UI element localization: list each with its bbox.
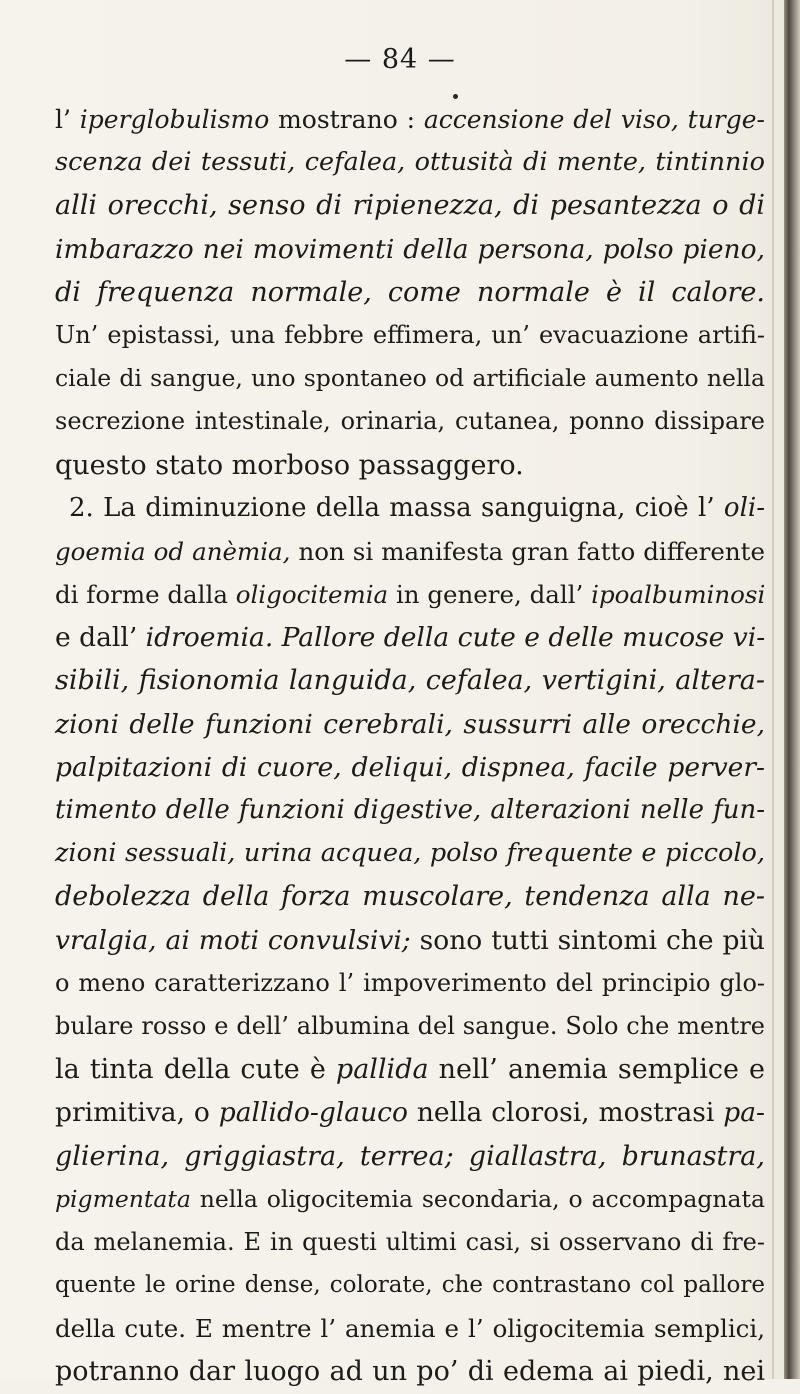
text-line	[55, 1135, 765, 1178]
text-line	[55, 1264, 765, 1307]
italic-text: oli-	[723, 492, 765, 523]
italic-text: accensione del viso, turge-	[423, 105, 766, 134]
italic-text: scenza dei tessuti, cefalea, ottusità di mente, tintinnio	[55, 147, 765, 178]
text-line	[55, 98, 765, 141]
roman-text: nella clorosi, mostrasi	[407, 1097, 724, 1129]
text-line	[55, 573, 765, 616]
roman-text: in genere, dall’	[388, 580, 592, 610]
roman-text: e dall’	[55, 622, 146, 654]
book-binding-edge	[784, 0, 800, 1379]
text-line	[55, 184, 765, 227]
italic-text: ipoalbuminosi	[591, 580, 766, 610]
italic-text: pigmentata	[55, 1184, 191, 1213]
roman-text: questo stato morboso passaggero.	[55, 449, 524, 481]
text-line	[55, 400, 765, 443]
text-line	[55, 832, 765, 875]
italic-text: debolezza della forza muscolare, tendenza alla ne-	[55, 881, 765, 913]
italic-text: goemia od anèmia,	[55, 536, 291, 566]
italic-text: iperglobulismo	[79, 105, 270, 134]
text-line	[55, 1307, 765, 1350]
roman-text: da melanemia. E in questi ultimi casi, si osservano di fre-	[55, 1227, 765, 1256]
italic-text: sibili, fisionomia languida, cefalea, vertigini, altera-	[55, 665, 765, 697]
italic-text: zioni sessuali, urina acquea, polso frequente e piccolo,	[55, 838, 765, 869]
text-line	[55, 141, 765, 184]
roman-text: nell’ anemia semplice e	[428, 1054, 765, 1086]
italic-text: alli orecchi, senso di ripienezza, di pesantezza o di	[55, 190, 765, 222]
text-line	[55, 703, 765, 746]
italic-text: idroemia. Pallore della cute e delle mucose vi-	[145, 622, 766, 654]
italic-text: pallido-glauco	[218, 1097, 408, 1129]
text-line	[55, 1048, 765, 1091]
roman-text: non si manifesta gran fatto differente	[290, 536, 765, 566]
text-line	[55, 228, 765, 271]
text-line	[55, 919, 765, 962]
text-line	[55, 659, 765, 702]
italic-text: zioni delle funzioni cerebrali, sussurri alle orecchie,	[55, 708, 765, 740]
roman-text: di forme dalla	[55, 580, 236, 610]
italic-text: pa-	[723, 1097, 765, 1129]
roman-text: o meno caratterizzano l’ impoverimento del principio glo-	[55, 968, 765, 997]
italic-text: palpitazioni di cuore, deliqui, dispnea, facile perver-	[55, 751, 765, 783]
roman-text: la tinta della cute è	[55, 1054, 336, 1086]
text-line	[55, 1221, 765, 1264]
roman-text: della cute. E mentre l’ anemia e l’ oligocitemia semplici,	[55, 1314, 765, 1344]
text-line	[55, 444, 765, 487]
page-shadow-line	[772, 0, 774, 1379]
roman-text: nella oligocitemia secondaria, o accompagnata	[190, 1184, 765, 1213]
italic-text: oligocitemia	[235, 580, 389, 610]
text-line	[55, 314, 765, 357]
text-line	[55, 271, 765, 314]
roman-text: 2. La diminuzione della massa sanguigna, cioè l’	[69, 492, 724, 523]
text-line	[55, 1178, 765, 1221]
roman-text: primitiva, o	[55, 1097, 219, 1129]
roman-text: l’	[55, 105, 80, 134]
roman-text: bulare rosso e dell’ albumina del sangue. Solo che mentre	[55, 1011, 765, 1040]
text-line	[55, 746, 765, 789]
text-line	[55, 530, 765, 573]
italic-text: imbarazzo nei movimenti della persona, polso pieno,	[55, 233, 765, 265]
text-line	[55, 789, 765, 832]
text-line	[55, 875, 765, 918]
body-text	[55, 98, 765, 1394]
text-line	[55, 487, 765, 530]
text-line	[55, 1350, 765, 1393]
roman-text: ciale di sangue, uno spontaneo od artificiale aumento nella	[55, 364, 765, 393]
roman-text: potranno dar luogo ad un po’ di edema ai piedi, nei	[55, 1356, 765, 1388]
italic-text: vralgia, ai moti convulsivi;	[55, 924, 411, 956]
roman-text: quente le orine dense, colorate, che contrastano col pallore	[55, 1272, 765, 1299]
roman-text: sono tutti sintomi che più	[410, 924, 765, 956]
roman-text: secrezione intestinale, orinaria, cutanea, ponno dissipare	[55, 407, 765, 436]
italic-text: glierina, griggiastra, terrea; giallastra, brunastra,	[55, 1140, 765, 1172]
italic-text: timento delle funzioni digestive, alterazioni nelle fun-	[55, 795, 765, 825]
roman-text: mostrano :	[269, 105, 424, 134]
text-line	[55, 1005, 765, 1048]
roman-text: Un’ epistassi, una febbre effimera, un’ evacuazione artifi-	[55, 320, 765, 349]
text-line	[55, 962, 765, 1005]
text-line	[55, 357, 765, 400]
italic-text: pallida	[335, 1054, 429, 1086]
italic-text: di frequenza normale, come normale è il calore.	[55, 276, 765, 308]
text-line	[55, 1091, 765, 1134]
text-line	[55, 616, 765, 659]
page-number: — 84 —	[344, 44, 456, 75]
